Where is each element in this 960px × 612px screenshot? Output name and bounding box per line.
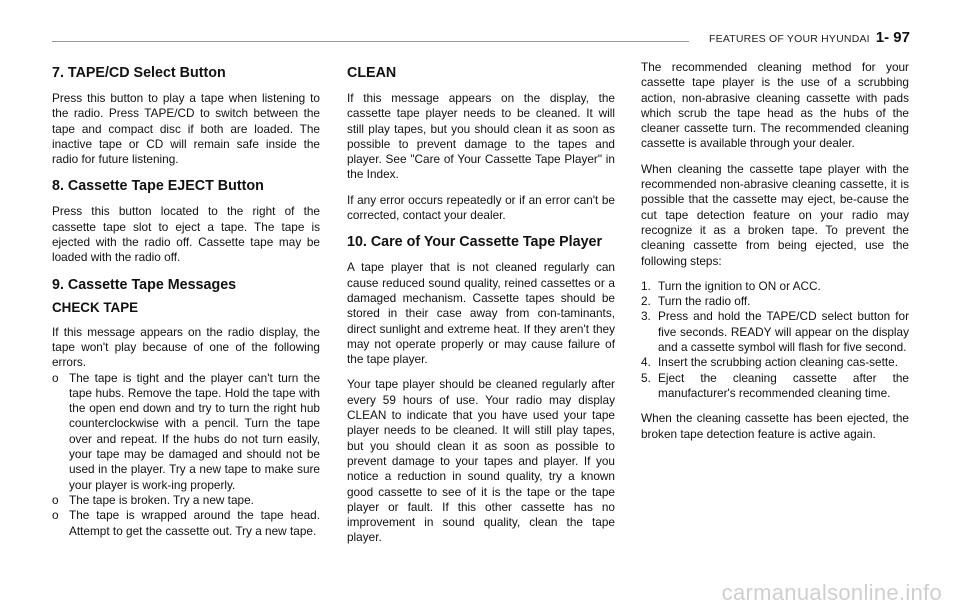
- page-header: [709, 29, 910, 46]
- paragraph-ejected-again: When the cleaning cassette has been ejected, the broken tape detection feature is active again.: [641, 411, 909, 441]
- page-number: 1- 97: [875, 29, 910, 46]
- paragraph-tape-cd-select: Press this button to play a tape when listening to the radio. Press TAPE/CD to switch between the tape and compact disc if both are loaded. The inactive tape or CD will remain safe inside the radio for future listening.: [52, 91, 320, 167]
- list-item: [641, 309, 909, 355]
- list-item-text: The tape is wrapped around the tape head. Attempt to get the cassette out. Try a new tape.: [69, 508, 320, 538]
- paragraph-error-dealer: If any error occurs repeatedly or if an error can't be corrected, contact your dealer.: [347, 192, 615, 223]
- list-item: [52, 371, 320, 493]
- step-text: Eject the cleaning cassette after the manufacturer's recommended cleaning time.: [658, 370, 909, 400]
- running-title: FEATURES OF YOUR HYUNDAI: [709, 33, 870, 45]
- list-item: [52, 508, 320, 539]
- step-text: Insert the scrubbing action cleaning cas-sette.: [658, 355, 899, 370]
- list-marker: o: [52, 370, 59, 385]
- step-number: 2.: [641, 294, 651, 309]
- column-right: [641, 60, 909, 452]
- step-number: 3.: [641, 309, 651, 324]
- column-left: [52, 60, 320, 539]
- header-rule: [52, 41, 689, 42]
- step-text: Press and hold the TAPE/CD select button for five seconds. READY will appear on the display and a cassette symbol will flash for five second.: [658, 309, 909, 355]
- list-item: [641, 294, 909, 309]
- step-number: 4.: [641, 355, 651, 370]
- heading-clean: CLEAN: [347, 65, 397, 81]
- list-marker: o: [52, 508, 59, 523]
- list-item: [641, 371, 909, 402]
- column-middle: [347, 60, 615, 556]
- paragraph-care-a: A tape player that is not cleaned regularly can cause reduced sound quality, reined cassettes or a damaged mechanism. Cassette tapes should be stored in their case away from con-taminants, direct sunlight and extreme heat. If they aren't they may not operate properly or may cause failure of the tape player.: [347, 260, 615, 367]
- watermark: carmanualsonline.info: [721, 580, 942, 605]
- paragraph-eject-button: Press this button located to the right of the cassette tape slot to eject a tape. The tape is ejected with the radio off. Cassette tape may be loaded with the radio off.: [52, 204, 320, 265]
- check-tape-error-list: [52, 371, 320, 539]
- list-item-text: The tape is broken. Try a new tape.: [69, 492, 254, 507]
- list-item: [52, 493, 320, 508]
- heading-eject-button: 8. Cassette Tape EJECT Button: [52, 178, 264, 195]
- step-text: Turn the radio off.: [658, 294, 751, 309]
- heading-care-of-player: 10. Care of Your Cassette Tape Player: [347, 234, 603, 251]
- heading-tape-messages: 9. Cassette Tape Messages: [52, 276, 237, 293]
- list-item: [641, 279, 909, 294]
- paragraph-cleaning-eject: When cleaning the cassette tape player with the recommended non-abrasive cleaning cassette, it is possible that the cassette may eject, be-cause the cut tape detection feature on your radio may recognize it as a broken tape. To prevent the cleaning cassette from being ejected, use the following steps:: [641, 161, 909, 268]
- paragraph-clean: If this message appears on the display, the cassette tape player needs to be cleaned. It will still play tapes, but you should clean it as soon as possible to prevent damage to the tapes and player. See "Care of Your Cassette Tape Player" in the Index.: [347, 91, 615, 182]
- paragraph-care-b: Your tape player should be cleaned regularly after every 59 hours of use. Your radio may display CLEAN to indicate that you have used your tape player needs to be cleaned. It will still play tapes, but you should clean it as soon as possible to prevent damage to your tapes and player. If you notice a reduction in sound quality, try a known good cassette to see of it is the tape or the tape player or fault. If this other cassette has no improvement in sound quality, clean the tape player.: [347, 377, 615, 545]
- list-item-text: The tape is tight and the player can't turn the tape hubs. Remove the tape. Hold the tape with the open end down and try to turn the right hub counterclockwise with a pencil. Turn the tape over and repeat. If the hubs do not turn easily, your tape may be damaged and should not be used in the player. Try a new tape to make sure your player is work-ing properly.: [69, 370, 320, 492]
- paragraph-cleaning-method: The recommended cleaning method for your cassette tape player is the use of a scrubbing action, non-abrasive cleaning cassette with pads which scrub the tape head as the hubs of the cleaner cassette turn. The recommended cleaning cassette is available through your dealer.: [641, 60, 909, 151]
- list-item: [641, 355, 909, 370]
- step-text: Turn the ignition to ON or ACC.: [658, 278, 821, 293]
- heading-tape-cd-select: 7. TAPE/CD Select Button: [52, 65, 226, 81]
- step-number: 1.: [641, 278, 651, 293]
- cleaning-steps-list: [641, 279, 909, 401]
- step-number: 5.: [641, 370, 651, 385]
- list-marker: o: [52, 492, 59, 507]
- paragraph-check-tape: If this message appears on the radio display, the tape won't play because of one of the following errors.: [52, 324, 320, 370]
- heading-check-tape: CHECK TAPE: [52, 299, 139, 315]
